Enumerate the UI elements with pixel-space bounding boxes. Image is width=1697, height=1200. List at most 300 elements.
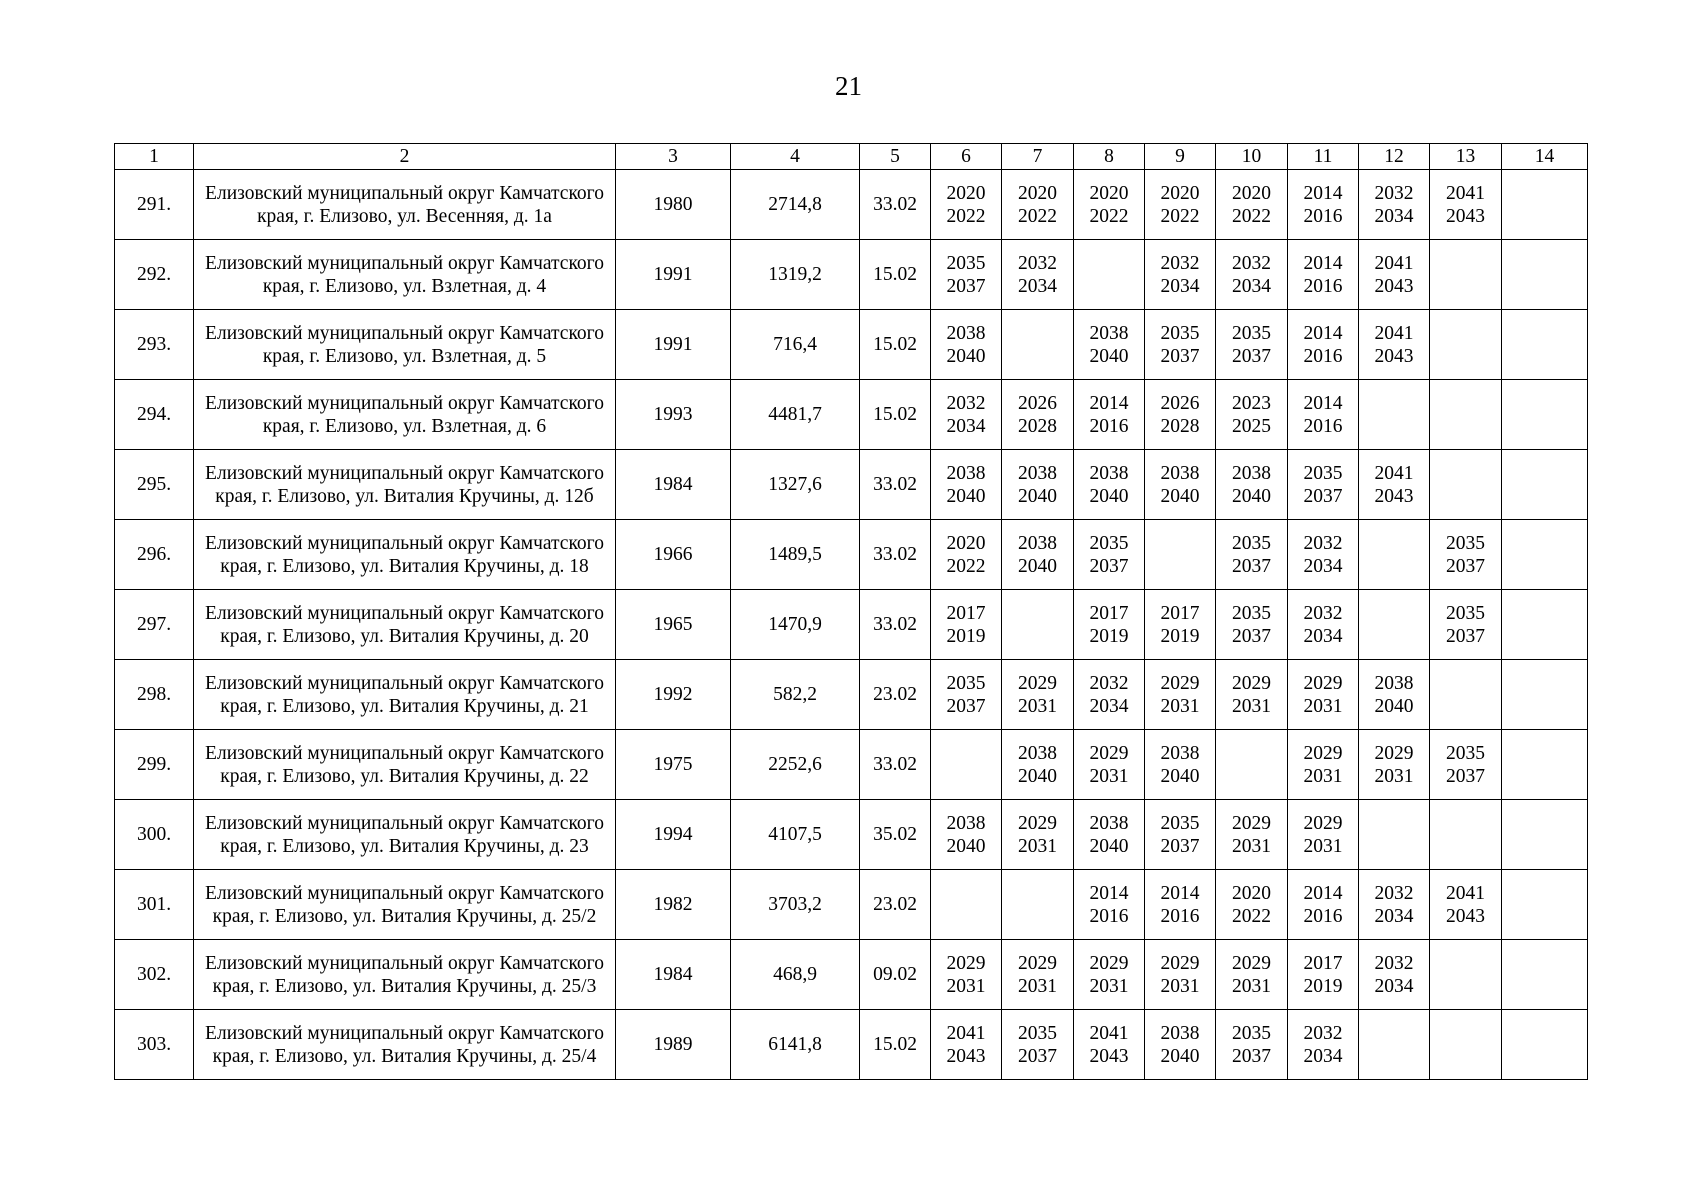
repair-period-cell	[1502, 800, 1588, 870]
period-year: 2037	[1446, 765, 1485, 787]
table-row	[115, 660, 1588, 730]
repair-period-cell	[1145, 660, 1216, 730]
repair-period-cell	[1359, 800, 1430, 870]
address-cell: Елизовский муниципальный округ Камчатского края, г. Елизово, ул. Весенняя, д. 1а	[194, 170, 616, 240]
period-year: 2037	[1303, 485, 1343, 507]
period-year: 2016	[1089, 415, 1129, 437]
period-year: 2041	[1446, 882, 1485, 904]
address-cell: Елизовский муниципальный округ Камчатского края, г. Елизово, ул. Виталия Кручины, д. 12б	[194, 450, 616, 520]
column-number-header: 6	[931, 144, 1002, 170]
column-number-header: 10	[1216, 144, 1288, 170]
column-number-header: 9	[1145, 144, 1216, 170]
code-cell: 33.02	[860, 170, 931, 240]
row-number-cell: 292.	[115, 240, 194, 310]
period-year: 2034	[1374, 205, 1414, 227]
period-year: 2038	[946, 462, 986, 484]
repair-period-cell	[1216, 380, 1288, 450]
code-cell: 33.02	[860, 590, 931, 660]
repair-period-cell	[1288, 1010, 1359, 1080]
period-year: 2031	[1089, 975, 1129, 997]
period-year: 2035	[946, 252, 986, 274]
repair-period-cell	[931, 310, 1002, 380]
period-year: 2038	[1160, 742, 1200, 764]
period-year: 2029	[946, 952, 986, 974]
repair-period-cell	[1216, 940, 1288, 1010]
area-cell: 468,9	[731, 940, 860, 1010]
period-year: 2019	[1160, 625, 1200, 647]
table-row	[115, 170, 1588, 240]
repair-period-cell	[1074, 310, 1145, 380]
period-year: 2037	[1018, 1045, 1057, 1067]
repair-period-cell	[1074, 940, 1145, 1010]
code-cell: 15.02	[860, 240, 931, 310]
repair-period-cell	[1430, 1010, 1502, 1080]
repair-period-cell	[1002, 940, 1074, 1010]
period-year: 2032	[1374, 182, 1414, 204]
code-cell: 15.02	[860, 310, 931, 380]
period-year: 2037	[1160, 835, 1200, 857]
period-year: 2029	[1018, 672, 1057, 694]
period-year: 2043	[1374, 485, 1414, 507]
repair-period-cell	[1074, 730, 1145, 800]
row-number-cell: 291.	[115, 170, 194, 240]
period-year: 2034	[1374, 975, 1414, 997]
repair-period-cell	[931, 170, 1002, 240]
period-year: 2040	[946, 835, 986, 857]
repair-period-cell	[1502, 1010, 1588, 1080]
address-cell: Елизовский муниципальный округ Камчатского края, г. Елизово, ул. Взлетная, д. 4	[194, 240, 616, 310]
period-year: 2038	[946, 812, 986, 834]
period-year: 2034	[946, 415, 986, 437]
code-cell: 23.02	[860, 660, 931, 730]
period-year: 2029	[1089, 742, 1129, 764]
repair-period-cell	[1216, 170, 1288, 240]
repair-period-cell	[1216, 870, 1288, 940]
period-year: 2016	[1303, 905, 1343, 927]
table-row	[115, 1010, 1588, 1080]
repair-period-cell	[1145, 800, 1216, 870]
repair-period-cell	[1502, 730, 1588, 800]
repair-period-cell	[1430, 240, 1502, 310]
repair-period-cell	[1145, 590, 1216, 660]
period-year: 2016	[1303, 345, 1343, 367]
period-year: 2017	[1160, 602, 1200, 624]
address-cell: Елизовский муниципальный округ Камчатского края, г. Елизово, ул. Виталия Кручины, д. 25/2	[194, 870, 616, 940]
construction-year-cell: 1994	[616, 800, 731, 870]
repair-period-cell	[1002, 170, 1074, 240]
address-cell: Елизовский муниципальный округ Камчатского края, г. Елизово, ул. Виталия Кручины, д. 18	[194, 520, 616, 590]
repair-period-cell	[1002, 730, 1074, 800]
repair-period-cell	[1502, 170, 1588, 240]
period-year: 2029	[1303, 742, 1343, 764]
address-cell: Елизовский муниципальный округ Камчатского края, г. Елизово, ул. Взлетная, д. 6	[194, 380, 616, 450]
period-year: 2038	[1018, 462, 1057, 484]
repair-period-cell	[1430, 380, 1502, 450]
repair-period-cell	[1145, 170, 1216, 240]
period-year: 2029	[1374, 742, 1414, 764]
period-year: 2034	[1232, 275, 1271, 297]
repair-period-cell	[1288, 660, 1359, 730]
table-row	[115, 240, 1588, 310]
repair-period-cell	[1502, 940, 1588, 1010]
period-year: 2035	[1446, 742, 1485, 764]
period-year: 2029	[1303, 672, 1343, 694]
area-cell: 4107,5	[731, 800, 860, 870]
period-year: 2035	[1446, 602, 1485, 624]
area-cell: 6141,8	[731, 1010, 860, 1080]
repair-period-cell	[1288, 730, 1359, 800]
period-year: 2043	[1446, 905, 1485, 927]
repair-period-cell	[1430, 940, 1502, 1010]
period-year: 2031	[1018, 835, 1057, 857]
period-year: 2034	[1303, 555, 1343, 577]
period-year: 2022	[1089, 205, 1129, 227]
repair-period-cell	[1359, 310, 1430, 380]
period-year: 2017	[946, 602, 986, 624]
table-row	[115, 730, 1588, 800]
construction-year-cell: 1982	[616, 870, 731, 940]
period-year: 2037	[1232, 555, 1271, 577]
repair-period-cell	[1074, 660, 1145, 730]
period-year: 2022	[1232, 205, 1271, 227]
period-year: 2041	[1374, 322, 1414, 344]
period-year: 2034	[1303, 1045, 1343, 1067]
address-cell: Елизовский муниципальный округ Камчатского края, г. Елизово, ул. Виталия Кручины, д. 20	[194, 590, 616, 660]
repair-period-cell	[1359, 380, 1430, 450]
table-row	[115, 940, 1588, 1010]
period-year: 2020	[946, 532, 986, 554]
construction-year-cell: 1984	[616, 450, 731, 520]
code-cell: 09.02	[860, 940, 931, 1010]
repair-period-cell	[1074, 870, 1145, 940]
repair-period-cell	[1145, 450, 1216, 520]
column-number-header: 1	[115, 144, 194, 170]
row-number-cell: 296.	[115, 520, 194, 590]
repair-period-cell	[1430, 450, 1502, 520]
table-row	[115, 590, 1588, 660]
repair-period-cell	[931, 240, 1002, 310]
column-number-header: 3	[616, 144, 731, 170]
period-year: 2020	[946, 182, 986, 204]
period-year: 2014	[1303, 252, 1343, 274]
column-number-header: 12	[1359, 144, 1430, 170]
period-year: 2037	[1446, 555, 1485, 577]
row-number-cell: 302.	[115, 940, 194, 1010]
construction-year-cell: 1991	[616, 310, 731, 380]
repair-period-cell	[1002, 660, 1074, 730]
repair-period-cell	[1430, 170, 1502, 240]
period-year: 2031	[1303, 695, 1343, 717]
period-year: 2020	[1160, 182, 1200, 204]
repair-period-cell	[931, 1010, 1002, 1080]
column-number-header: 5	[860, 144, 931, 170]
period-year: 2031	[1232, 975, 1271, 997]
repair-period-cell	[1216, 450, 1288, 520]
period-year: 2016	[1303, 275, 1343, 297]
repair-period-cell	[1216, 1010, 1288, 1080]
table-row	[115, 380, 1588, 450]
period-year: 2040	[1160, 1045, 1200, 1067]
period-year: 2029	[1303, 812, 1343, 834]
period-year: 2016	[1160, 905, 1200, 927]
period-year: 2029	[1018, 952, 1057, 974]
period-year: 2040	[1018, 555, 1057, 577]
period-year: 2038	[1160, 1022, 1200, 1044]
repair-period-cell	[1359, 940, 1430, 1010]
repair-period-cell	[1002, 380, 1074, 450]
address-cell: Елизовский муниципальный округ Камчатского края, г. Елизово, ул. Виталия Кручины, д. 22	[194, 730, 616, 800]
period-year: 2022	[946, 205, 986, 227]
period-year: 2040	[1160, 765, 1200, 787]
repair-period-cell	[931, 870, 1002, 940]
period-year: 2035	[1089, 532, 1129, 554]
period-year: 2014	[1160, 882, 1200, 904]
repair-period-cell	[1074, 1010, 1145, 1080]
period-year: 2019	[946, 625, 986, 647]
period-year: 2032	[1303, 1022, 1343, 1044]
area-cell: 1470,9	[731, 590, 860, 660]
period-year: 2031	[1018, 975, 1057, 997]
period-year: 2032	[1374, 952, 1414, 974]
column-number-header: 13	[1430, 144, 1502, 170]
repair-period-cell	[1430, 660, 1502, 730]
column-number-header: 4	[731, 144, 860, 170]
address-cell: Елизовский муниципальный округ Камчатского края, г. Елизово, ул. Виталия Кручины, д. 21	[194, 660, 616, 730]
table-row	[115, 520, 1588, 590]
period-year: 2031	[1018, 695, 1057, 717]
repair-period-cell	[1145, 520, 1216, 590]
address-cell: Елизовский муниципальный округ Камчатского края, г. Елизово, ул. Виталия Кручины, д. 23	[194, 800, 616, 870]
period-year: 2022	[1160, 205, 1200, 227]
period-year: 2035	[946, 672, 986, 694]
period-year: 2038	[1018, 742, 1057, 764]
period-year: 2038	[1089, 322, 1129, 344]
period-year: 2035	[1160, 812, 1200, 834]
column-number-header: 11	[1288, 144, 1359, 170]
row-number-cell: 298.	[115, 660, 194, 730]
repair-period-cell	[1502, 660, 1588, 730]
repair-period-cell	[1216, 730, 1288, 800]
repair-period-cell	[1502, 310, 1588, 380]
table-body	[115, 170, 1588, 1080]
repair-period-cell	[1288, 380, 1359, 450]
period-year: 2016	[1303, 205, 1343, 227]
address-cell: Елизовский муниципальный округ Камчатского края, г. Елизово, ул. Виталия Кручины, д. 25/4	[194, 1010, 616, 1080]
period-year: 2041	[1374, 462, 1414, 484]
period-year: 2034	[1303, 625, 1343, 647]
period-year: 2029	[1160, 952, 1200, 974]
repair-period-cell	[1002, 870, 1074, 940]
repair-period-cell	[1002, 1010, 1074, 1080]
period-year: 2038	[1232, 462, 1271, 484]
period-year: 2031	[1303, 765, 1343, 787]
repair-period-cell	[1288, 940, 1359, 1010]
period-year: 2037	[1232, 625, 1271, 647]
repair-period-cell	[1430, 310, 1502, 380]
period-year: 2029	[1089, 952, 1129, 974]
row-number-cell: 303.	[115, 1010, 194, 1080]
area-cell: 1489,5	[731, 520, 860, 590]
period-year: 2038	[1018, 532, 1057, 554]
table-row	[115, 800, 1588, 870]
period-year: 2014	[1303, 882, 1343, 904]
period-year: 2032	[1018, 252, 1057, 274]
repair-period-cell	[1288, 590, 1359, 660]
period-year: 2031	[946, 975, 986, 997]
period-year: 2040	[1160, 485, 1200, 507]
area-cell: 2252,6	[731, 730, 860, 800]
row-number-cell: 294.	[115, 380, 194, 450]
area-cell: 1319,2	[731, 240, 860, 310]
period-year: 2040	[946, 485, 986, 507]
period-year: 2041	[1089, 1022, 1129, 1044]
period-year: 2038	[1374, 672, 1414, 694]
repair-period-cell	[1216, 520, 1288, 590]
repair-period-cell	[1502, 870, 1588, 940]
repair-period-cell	[1288, 240, 1359, 310]
period-year: 2014	[1303, 392, 1343, 414]
period-year: 2020	[1089, 182, 1129, 204]
period-year: 2034	[1160, 275, 1200, 297]
period-year: 2029	[1232, 952, 1271, 974]
repair-period-cell	[1074, 590, 1145, 660]
period-year: 2014	[1303, 182, 1343, 204]
repair-period-cell	[1002, 450, 1074, 520]
construction-year-cell: 1991	[616, 240, 731, 310]
repair-period-cell	[1430, 590, 1502, 660]
period-year: 2032	[1232, 252, 1271, 274]
period-year: 2034	[1018, 275, 1057, 297]
construction-year-cell: 1980	[616, 170, 731, 240]
repair-period-cell	[1288, 520, 1359, 590]
repair-period-cell	[1288, 170, 1359, 240]
period-year: 2038	[1160, 462, 1200, 484]
column-number-header: 8	[1074, 144, 1145, 170]
code-cell: 35.02	[860, 800, 931, 870]
construction-year-cell: 1965	[616, 590, 731, 660]
repair-period-cell	[1002, 240, 1074, 310]
repair-period-cell	[1216, 240, 1288, 310]
repair-period-cell	[1359, 870, 1430, 940]
period-year: 2040	[1089, 485, 1129, 507]
repair-period-cell	[931, 380, 1002, 450]
repair-period-cell	[1216, 660, 1288, 730]
period-year: 2020	[1232, 882, 1271, 904]
period-year: 2043	[1446, 205, 1485, 227]
period-year: 2029	[1232, 812, 1271, 834]
table-row	[115, 450, 1588, 520]
period-year: 2031	[1089, 765, 1129, 787]
row-number-cell: 299.	[115, 730, 194, 800]
repair-period-cell	[1288, 870, 1359, 940]
period-year: 2032	[1160, 252, 1200, 274]
repair-period-cell	[1216, 310, 1288, 380]
repair-period-cell	[1074, 450, 1145, 520]
period-year: 2032	[1089, 672, 1129, 694]
building-repair-schedule-table	[114, 143, 1588, 1080]
construction-year-cell: 1993	[616, 380, 731, 450]
code-cell: 15.02	[860, 380, 931, 450]
period-year: 2037	[1089, 555, 1129, 577]
repair-period-cell	[931, 520, 1002, 590]
period-year: 2022	[1232, 905, 1271, 927]
period-year: 2025	[1232, 415, 1271, 437]
period-year: 2037	[946, 275, 986, 297]
repair-period-cell	[1430, 520, 1502, 590]
period-year: 2031	[1374, 765, 1414, 787]
period-year: 2028	[1160, 415, 1200, 437]
repair-period-cell	[1288, 800, 1359, 870]
period-year: 2037	[1160, 345, 1200, 367]
period-year: 2035	[1232, 532, 1271, 554]
period-year: 2014	[1089, 882, 1129, 904]
period-year: 2041	[946, 1022, 986, 1044]
period-year: 2020	[1018, 182, 1057, 204]
period-year: 2040	[1089, 835, 1129, 857]
period-year: 2023	[1232, 392, 1271, 414]
code-cell: 33.02	[860, 520, 931, 590]
period-year: 2028	[1018, 415, 1057, 437]
repair-period-cell	[1002, 590, 1074, 660]
period-year: 2014	[1089, 392, 1129, 414]
table-row	[115, 310, 1588, 380]
repair-period-cell	[931, 940, 1002, 1010]
period-year: 2026	[1018, 392, 1057, 414]
period-year: 2032	[1303, 532, 1343, 554]
period-year: 2037	[1232, 1045, 1271, 1067]
address-cell: Елизовский муниципальный округ Камчатского края, г. Елизово, ул. Взлетная, д. 5	[194, 310, 616, 380]
period-year: 2031	[1232, 835, 1271, 857]
period-year: 2017	[1089, 602, 1129, 624]
repair-period-cell	[931, 660, 1002, 730]
repair-period-cell	[1430, 730, 1502, 800]
period-year: 2043	[1374, 345, 1414, 367]
repair-period-cell	[1359, 520, 1430, 590]
period-year: 2029	[1232, 672, 1271, 694]
address-cell: Елизовский муниципальный округ Камчатского края, г. Елизово, ул. Виталия Кручины, д. 25/3	[194, 940, 616, 1010]
repair-period-cell	[1430, 870, 1502, 940]
repair-period-cell	[1430, 800, 1502, 870]
area-cell: 1327,6	[731, 450, 860, 520]
table-row	[115, 870, 1588, 940]
repair-period-cell	[1145, 730, 1216, 800]
repair-period-cell	[1359, 240, 1430, 310]
code-cell: 15.02	[860, 1010, 931, 1080]
row-number-cell: 297.	[115, 590, 194, 660]
repair-period-cell	[1502, 240, 1588, 310]
repair-period-cell	[931, 590, 1002, 660]
repair-period-cell	[1002, 520, 1074, 590]
period-year: 2032	[946, 392, 986, 414]
repair-period-cell	[1002, 310, 1074, 380]
column-number-header: 2	[194, 144, 616, 170]
period-year: 2034	[1374, 905, 1414, 927]
period-year: 2037	[1232, 345, 1271, 367]
row-number-cell: 300.	[115, 800, 194, 870]
period-year: 2035	[1232, 322, 1271, 344]
period-year: 2038	[1089, 812, 1129, 834]
period-year: 2031	[1303, 835, 1343, 857]
period-year: 2020	[1232, 182, 1271, 204]
repair-period-cell	[1502, 590, 1588, 660]
period-year: 2038	[946, 322, 986, 344]
period-year: 2035	[1446, 532, 1485, 554]
repair-period-cell	[1359, 730, 1430, 800]
period-year: 2035	[1232, 602, 1271, 624]
repair-period-cell	[1502, 380, 1588, 450]
period-year: 2037	[1446, 625, 1485, 647]
area-cell: 4481,7	[731, 380, 860, 450]
